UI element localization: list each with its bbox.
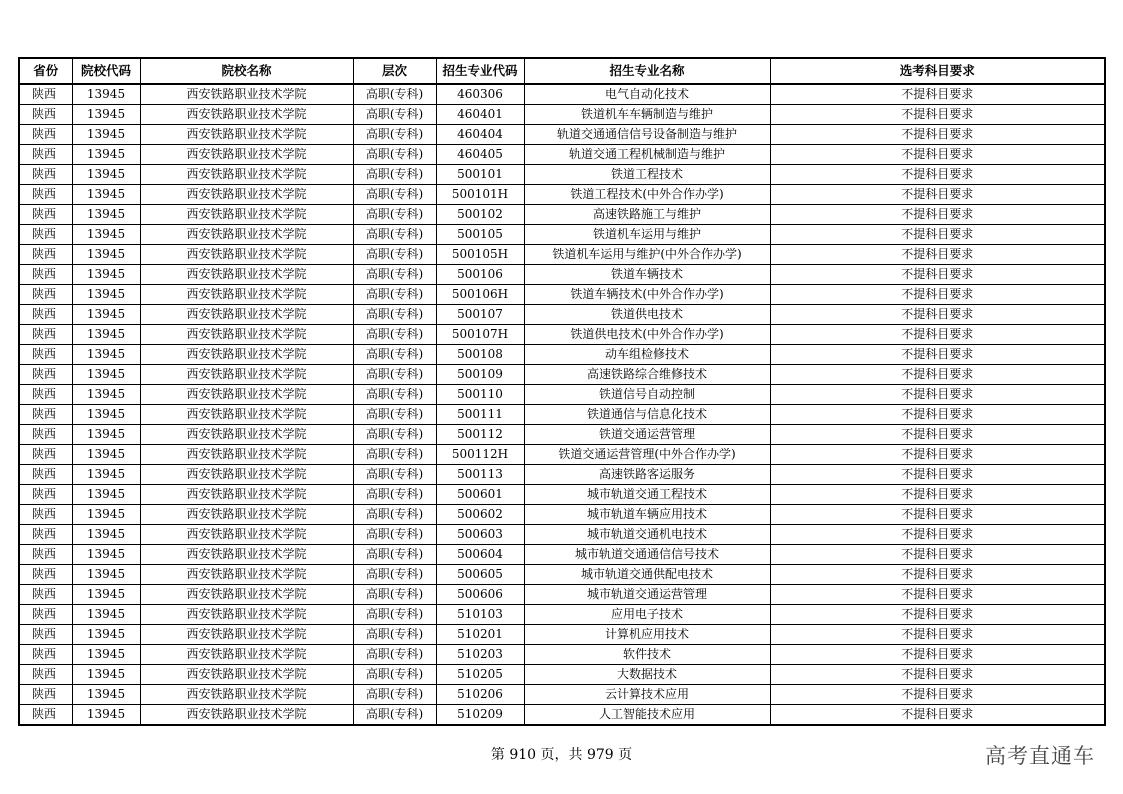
header-major-name: 招生专业名称 [524,58,770,84]
cell-subject-requirement: 不提科目要求 [770,205,1105,225]
cell-school-name: 西安铁路职业技术学院 [140,485,353,505]
cell-school-name: 西安铁路职业技术学院 [140,205,353,225]
cell-major-name: 铁道工程技术(中外合作办学) [524,185,770,205]
cell-major-name: 轨道交通工程机械制造与维护 [524,145,770,165]
cell-level: 高职(专科) [353,345,436,365]
page-number: 第 910 页，共 979 页 [490,747,633,763]
cell-subject-requirement: 不提科目要求 [770,565,1105,585]
cell-province: 陕西 [19,465,72,485]
cell-province: 陕西 [19,84,72,105]
cell-level: 高职(专科) [353,265,436,285]
cell-school-code: 13945 [72,105,140,125]
cell-major-name: 城市轨道交通运营管理 [524,585,770,605]
cell-school-code: 13945 [72,225,140,245]
table-row [19,605,1105,625]
cell-major-name: 城市轨道车辆应用技术 [524,505,770,525]
cell-school-name: 西安铁路职业技术学院 [140,625,353,645]
cell-subject-requirement: 不提科目要求 [770,245,1105,265]
cell-school-name: 西安铁路职业技术学院 [140,265,353,285]
table-row [19,425,1105,445]
cell-level: 高职(专科) [353,425,436,445]
cell-school-code: 13945 [72,205,140,225]
cell-school-name: 西安铁路职业技术学院 [140,245,353,265]
cell-level: 高职(专科) [353,565,436,585]
table-row [19,405,1105,425]
cell-major-code: 500102 [436,205,524,225]
table-row [19,485,1105,505]
cell-province: 陕西 [19,505,72,525]
cell-school-code: 13945 [72,125,140,145]
cell-school-code: 13945 [72,525,140,545]
table-row [19,205,1105,225]
cell-level: 高职(专科) [353,625,436,645]
table-row [19,245,1105,265]
cell-province: 陕西 [19,545,72,565]
cell-school-code: 13945 [72,185,140,205]
cell-major-name: 城市轨道交通通信信号技术 [524,545,770,565]
cell-subject-requirement: 不提科目要求 [770,505,1105,525]
table-row [19,325,1105,345]
table-row [19,545,1105,565]
cell-level: 高职(专科) [353,84,436,105]
cell-school-name: 西安铁路职业技术学院 [140,585,353,605]
cell-subject-requirement: 不提科目要求 [770,165,1105,185]
cell-subject-requirement: 不提科目要求 [770,625,1105,645]
cell-major-code: 500603 [436,525,524,545]
cell-province: 陕西 [19,245,72,265]
table-row [19,445,1105,465]
cell-school-name: 西安铁路职业技术学院 [140,345,353,365]
cell-subject-requirement: 不提科目要求 [770,325,1105,345]
header-major-code: 招生专业代码 [436,58,524,84]
cell-school-code: 13945 [72,625,140,645]
cell-school-code: 13945 [72,145,140,165]
cell-major-code: 500106 [436,265,524,285]
cell-school-code: 13945 [72,545,140,565]
cell-major-name: 铁道供电技术 [524,305,770,325]
cell-school-name: 西安铁路职业技术学院 [140,225,353,245]
cell-major-name: 人工智能技术应用 [524,705,770,726]
cell-level: 高职(专科) [353,685,436,705]
cell-level: 高职(专科) [353,605,436,625]
admissions-table [18,57,1106,726]
cell-province: 陕西 [19,665,72,685]
cell-major-code: 500112 [436,425,524,445]
table-row [19,185,1105,205]
cell-level: 高职(专科) [353,165,436,185]
cell-major-code: 500101H [436,185,524,205]
table-row [19,585,1105,605]
cell-major-name: 计算机应用技术 [524,625,770,645]
cell-subject-requirement: 不提科目要求 [770,305,1105,325]
cell-school-name: 西安铁路职业技术学院 [140,705,353,726]
cell-province: 陕西 [19,165,72,185]
cell-subject-requirement: 不提科目要求 [770,425,1105,445]
cell-major-code: 510203 [436,645,524,665]
cell-school-code: 13945 [72,685,140,705]
cell-subject-requirement: 不提科目要求 [770,705,1105,726]
cell-school-code: 13945 [72,605,140,625]
header-province: 省份 [19,58,72,84]
table-row [19,385,1105,405]
table-row [19,685,1105,705]
cell-major-name: 轨道交通通信信号设备制造与维护 [524,125,770,145]
cell-subject-requirement: 不提科目要求 [770,385,1105,405]
cell-school-name: 西安铁路职业技术学院 [140,545,353,565]
cell-subject-requirement: 不提科目要求 [770,545,1105,565]
cell-school-code: 13945 [72,405,140,425]
cell-level: 高职(专科) [353,585,436,605]
header-school-name: 院校名称 [140,58,353,84]
cell-province: 陕西 [19,425,72,445]
cell-level: 高职(专科) [353,245,436,265]
cell-province: 陕西 [19,565,72,585]
cell-major-code: 460405 [436,145,524,165]
cell-major-name: 铁道信号自动控制 [524,385,770,405]
cell-major-name: 铁道机车运用与维护(中外合作办学) [524,245,770,265]
cell-major-code: 500105H [436,245,524,265]
cell-school-code: 13945 [72,285,140,305]
cell-major-name: 铁道机车运用与维护 [524,225,770,245]
cell-subject-requirement: 不提科目要求 [770,465,1105,485]
cell-subject-requirement: 不提科目要求 [770,585,1105,605]
cell-school-name: 西安铁路职业技术学院 [140,185,353,205]
cell-school-name: 西安铁路职业技术学院 [140,565,353,585]
cell-major-code: 510205 [436,665,524,685]
cell-school-code: 13945 [72,465,140,485]
cell-school-code: 13945 [72,385,140,405]
cell-school-name: 西安铁路职业技术学院 [140,525,353,545]
cell-major-name: 城市轨道交通机电技术 [524,525,770,545]
cell-school-name: 西安铁路职业技术学院 [140,285,353,305]
cell-province: 陕西 [19,605,72,625]
cell-school-code: 13945 [72,325,140,345]
cell-school-name: 西安铁路职业技术学院 [140,425,353,445]
cell-province: 陕西 [19,305,72,325]
cell-school-name: 西安铁路职业技术学院 [140,145,353,165]
cell-major-code: 460404 [436,125,524,145]
cell-subject-requirement: 不提科目要求 [770,405,1105,425]
cell-level: 高职(专科) [353,645,436,665]
cell-subject-requirement: 不提科目要求 [770,145,1105,165]
cell-school-code: 13945 [72,305,140,325]
cell-major-code: 500112H [436,445,524,465]
cell-major-code: 500605 [436,565,524,585]
table-row [19,365,1105,385]
cell-subject-requirement: 不提科目要求 [770,365,1105,385]
cell-major-code: 510209 [436,705,524,726]
cell-subject-requirement: 不提科目要求 [770,665,1105,685]
cell-level: 高职(专科) [353,385,436,405]
cell-level: 高职(专科) [353,145,436,165]
cell-level: 高职(专科) [353,485,436,505]
cell-province: 陕西 [19,485,72,505]
cell-major-name: 铁道交通运营管理 [524,425,770,445]
cell-school-name: 西安铁路职业技术学院 [140,665,353,685]
cell-province: 陕西 [19,325,72,345]
cell-subject-requirement: 不提科目要求 [770,185,1105,205]
cell-major-code: 500110 [436,385,524,405]
cell-major-code: 500108 [436,345,524,365]
cell-major-name: 铁道通信与信息化技术 [524,405,770,425]
cell-subject-requirement: 不提科目要求 [770,605,1105,625]
cell-subject-requirement: 不提科目要求 [770,445,1105,465]
cell-level: 高职(专科) [353,665,436,685]
cell-subject-requirement: 不提科目要求 [770,125,1105,145]
cell-major-name: 高速铁路客运服务 [524,465,770,485]
cell-major-code: 500111 [436,405,524,425]
cell-subject-requirement: 不提科目要求 [770,345,1105,365]
header-subject-requirement: 选考科目要求 [770,58,1105,84]
table-row [19,265,1105,285]
cell-subject-requirement: 不提科目要求 [770,225,1105,245]
cell-school-code: 13945 [72,585,140,605]
cell-level: 高职(专科) [353,465,436,485]
cell-major-code: 500602 [436,505,524,525]
cell-school-code: 13945 [72,645,140,665]
cell-province: 陕西 [19,385,72,405]
cell-school-name: 西安铁路职业技术学院 [140,605,353,625]
cell-major-code: 500107H [436,325,524,345]
cell-province: 陕西 [19,645,72,665]
cell-major-code: 500604 [436,545,524,565]
cell-major-name: 高速铁路综合维修技术 [524,365,770,385]
cell-school-name: 西安铁路职业技术学院 [140,445,353,465]
cell-level: 高职(专科) [353,525,436,545]
cell-major-code: 500105 [436,225,524,245]
cell-subject-requirement: 不提科目要求 [770,645,1105,665]
table-row [19,565,1105,585]
cell-province: 陕西 [19,405,72,425]
table-row [19,105,1105,125]
cell-major-name: 应用电子技术 [524,605,770,625]
cell-school-code: 13945 [72,445,140,465]
cell-school-code: 13945 [72,345,140,365]
cell-school-code: 13945 [72,265,140,285]
cell-major-name: 铁道供电技术(中外合作办学) [524,325,770,345]
cell-province: 陕西 [19,225,72,245]
cell-major-code: 460401 [436,105,524,125]
cell-level: 高职(专科) [353,445,436,465]
cell-school-code: 13945 [72,84,140,105]
cell-province: 陕西 [19,125,72,145]
cell-level: 高职(专科) [353,365,436,385]
table-row [19,84,1105,105]
cell-major-name: 城市轨道交通供配电技术 [524,565,770,585]
cell-province: 陕西 [19,185,72,205]
cell-major-code: 500601 [436,485,524,505]
cell-major-code: 510201 [436,625,524,645]
cell-school-name: 西安铁路职业技术学院 [140,685,353,705]
cell-subject-requirement: 不提科目要求 [770,525,1105,545]
table-row [19,225,1105,245]
cell-province: 陕西 [19,685,72,705]
table-row [19,285,1105,305]
cell-subject-requirement: 不提科目要求 [770,685,1105,705]
cell-province: 陕西 [19,525,72,545]
table-row [19,665,1105,685]
cell-school-code: 13945 [72,505,140,525]
cell-province: 陕西 [19,585,72,605]
cell-school-name: 西安铁路职业技术学院 [140,325,353,345]
cell-level: 高职(专科) [353,225,436,245]
cell-major-name: 铁道工程技术 [524,165,770,185]
header-level: 层次 [353,58,436,84]
cell-school-code: 13945 [72,565,140,585]
cell-major-code: 500106H [436,285,524,305]
cell-major-name: 城市轨道交通工程技术 [524,485,770,505]
cell-province: 陕西 [19,205,72,225]
cell-major-name: 动车组检修技术 [524,345,770,365]
cell-major-name: 电气自动化技术 [524,84,770,105]
cell-school-code: 13945 [72,165,140,185]
cell-school-name: 西安铁路职业技术学院 [140,84,353,105]
table-row [19,345,1105,365]
cell-level: 高职(专科) [353,285,436,305]
cell-level: 高职(专科) [353,325,436,345]
cell-school-name: 西安铁路职业技术学院 [140,105,353,125]
header-school-code: 院校代码 [72,58,140,84]
cell-major-name: 铁道车辆技术(中外合作办学) [524,285,770,305]
cell-school-code: 13945 [72,665,140,685]
cell-school-name: 西安铁路职业技术学院 [140,365,353,385]
cell-school-name: 西安铁路职业技术学院 [140,645,353,665]
cell-school-name: 西安铁路职业技术学院 [140,305,353,325]
table-row [19,305,1105,325]
cell-province: 陕西 [19,265,72,285]
cell-province: 陕西 [19,105,72,125]
cell-level: 高职(专科) [353,185,436,205]
cell-level: 高职(专科) [353,105,436,125]
table-row [19,505,1105,525]
header-row [19,58,1105,84]
cell-major-name: 高速铁路施工与维护 [524,205,770,225]
cell-major-code: 510206 [436,685,524,705]
cell-school-code: 13945 [72,245,140,265]
cell-major-code: 460306 [436,84,524,105]
table-row [19,705,1105,726]
cell-level: 高职(专科) [353,305,436,325]
cell-subject-requirement: 不提科目要求 [770,285,1105,305]
cell-province: 陕西 [19,145,72,165]
cell-level: 高职(专科) [353,125,436,145]
cell-school-name: 西安铁路职业技术学院 [140,125,353,145]
cell-school-code: 13945 [72,485,140,505]
cell-school-name: 西安铁路职业技术学院 [140,465,353,485]
cell-major-code: 500113 [436,465,524,485]
cell-subject-requirement: 不提科目要求 [770,485,1105,505]
cell-level: 高职(专科) [353,505,436,525]
table-row [19,125,1105,145]
cell-school-code: 13945 [72,365,140,385]
cell-school-name: 西安铁路职业技术学院 [140,385,353,405]
cell-subject-requirement: 不提科目要求 [770,265,1105,285]
table-row [19,525,1105,545]
table-row [19,645,1105,665]
cell-major-name: 铁道交通运营管理(中外合作办学) [524,445,770,465]
cell-major-code: 500606 [436,585,524,605]
cell-school-code: 13945 [72,425,140,445]
cell-school-code: 13945 [72,705,140,726]
cell-major-name: 大数据技术 [524,665,770,685]
cell-province: 陕西 [19,285,72,305]
table-row [19,145,1105,165]
cell-subject-requirement: 不提科目要求 [770,105,1105,125]
watermark-logo: 高考直通车 [985,744,1095,768]
cell-major-name: 云计算技术应用 [524,685,770,705]
table-row [19,465,1105,485]
cell-province: 陕西 [19,445,72,465]
cell-level: 高职(专科) [353,545,436,565]
cell-province: 陕西 [19,705,72,726]
table-body [19,84,1105,725]
cell-major-code: 500107 [436,305,524,325]
cell-major-name: 铁道车辆技术 [524,265,770,285]
cell-level: 高职(专科) [353,205,436,225]
table-row [19,165,1105,185]
table-row [19,625,1105,645]
cell-school-name: 西安铁路职业技术学院 [140,505,353,525]
cell-level: 高职(专科) [353,705,436,726]
cell-major-name: 铁道机车车辆制造与维护 [524,105,770,125]
cell-level: 高职(专科) [353,405,436,425]
cell-major-code: 510103 [436,605,524,625]
cell-major-code: 500109 [436,365,524,385]
cell-province: 陕西 [19,625,72,645]
cell-school-name: 西安铁路职业技术学院 [140,165,353,185]
cell-school-name: 西安铁路职业技术学院 [140,405,353,425]
cell-major-name: 软件技术 [524,645,770,665]
cell-province: 陕西 [19,345,72,365]
cell-subject-requirement: 不提科目要求 [770,84,1105,105]
cell-province: 陕西 [19,365,72,385]
cell-major-code: 500101 [436,165,524,185]
